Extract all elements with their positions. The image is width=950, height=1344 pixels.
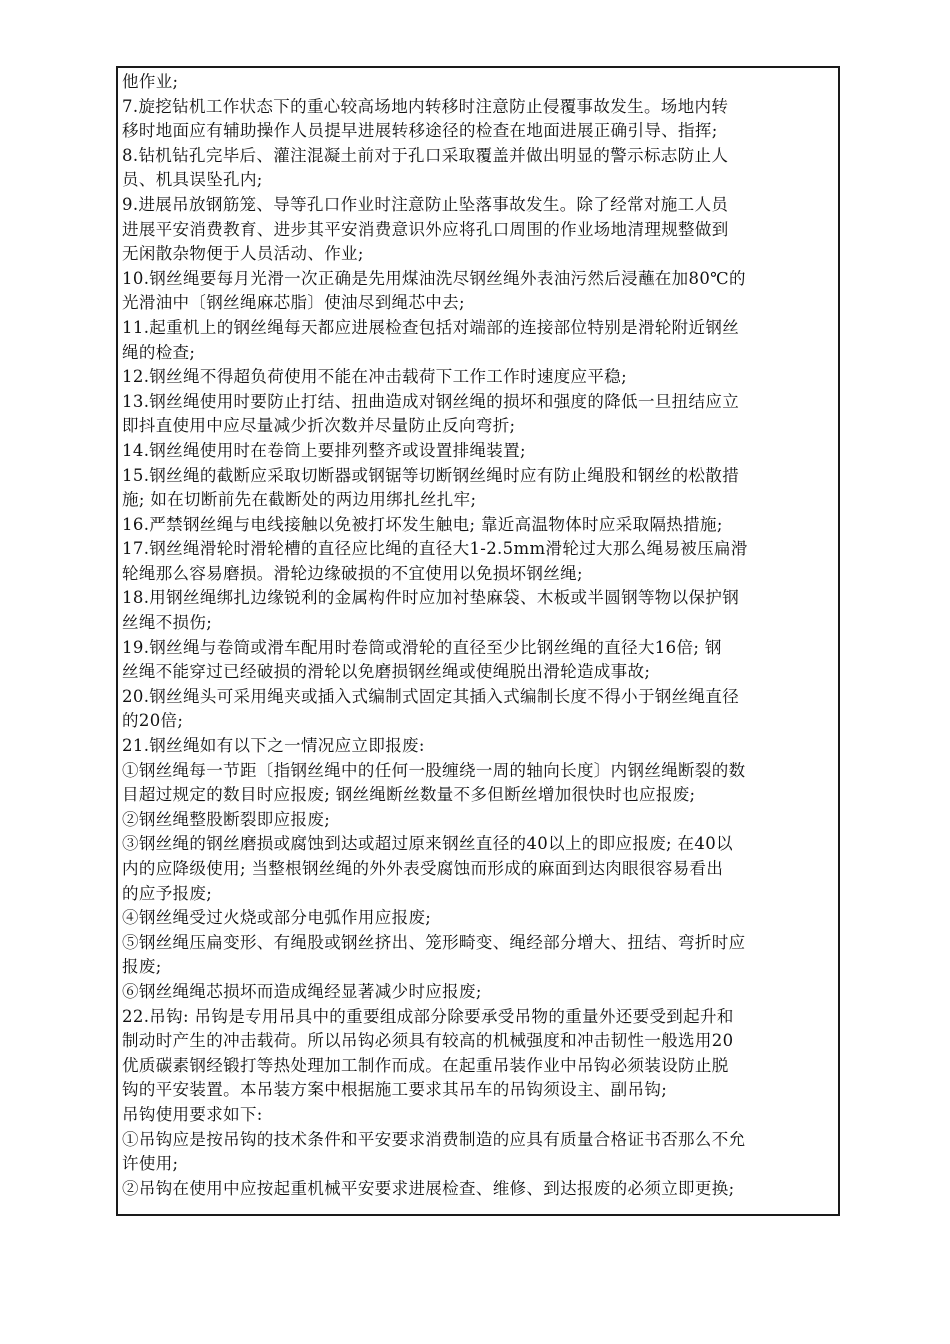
text-line: ①吊钩应是按吊钩的技术条件和平安要求消费制造的应具有质量合格证书否那么不允 bbox=[122, 1129, 746, 1149]
text-line: 18.用钢丝绳绑扎边缘锐利的金属构件时应加衬垫麻袋、木板或半圆钢等物以保护钢 bbox=[122, 588, 740, 608]
text-line: 目超过规定的数目时应报废; 钢丝绳断丝数量不多但断丝增加很快时也应报废; bbox=[122, 785, 696, 805]
text-line: ⑤钢丝绳压扁变形、有绳股或钢丝挤出、笼形畸变、绳经部分增大、扭结、弯折时应 bbox=[122, 932, 746, 952]
text-line: ①钢丝绳每一节距〔指钢丝绳中的任何一股缠绕一周的轴向长度〕内钢丝绳断裂的数 bbox=[122, 760, 746, 780]
text-line: ④钢丝绳受过火烧或部分电弧作用应报废; bbox=[122, 908, 432, 928]
text-line: 员、机具误坠孔内; bbox=[122, 170, 263, 190]
text-line: 15.钢丝绳的截断应采取切断器或钢锯等切断钢丝绳时应有防止绳股和钢丝的松散措 bbox=[122, 465, 740, 485]
text-line: 许使用; bbox=[122, 1154, 179, 1174]
text-line: 19.钢丝绳与卷筒或滑车配用时卷筒或滑轮的直径至少比钢丝绳的直径大16倍; 钢 bbox=[122, 637, 722, 657]
text-line: 16.严禁钢丝绳与电线接触以免被打坏发生触电; 靠近高温物体时应采取隔热措施; bbox=[122, 514, 723, 534]
text-line: 丝绳不损伤; bbox=[122, 613, 213, 633]
text-line: 12.钢丝绳不得超负荷使用不能在冲击载荷下工作工作时速度应平稳; bbox=[122, 367, 627, 387]
text-line: 11.起重机上的钢丝绳每天都应进展检查包括对端部的连接部位特别是滑轮附近钢丝 bbox=[122, 317, 740, 337]
text-line: 17.钢丝绳滑轮时滑轮槽的直径应比绳的直径大1-2.5mm滑轮过大那么绳易被压扁滑 bbox=[122, 539, 748, 559]
text-line: 20.钢丝绳头可采用绳夹或插入式编制式固定其插入式编制长度不得小于钢丝绳直径 bbox=[122, 686, 740, 706]
text-line: 即抖直使用中应尽量减少折次数并尽量防止反向弯折; bbox=[122, 416, 516, 436]
text-line: 7.旋挖钻机工作状态下的重心较高场地内转移时注意防止侵覆事故发生。场地内转 bbox=[122, 96, 729, 116]
text-line: 他作业; bbox=[122, 72, 179, 91]
text-line: 9.进展吊放钢筋笼、导等孔口作业时注意防止坠落事故发生。除了经常对施工人员 bbox=[122, 194, 729, 214]
text-line: 的20倍; bbox=[122, 711, 184, 731]
text-line: 内的应降级使用; 当整根钢丝绳的外外表受腐蚀而形成的麻面到达肉眼很容易看出 bbox=[122, 859, 724, 878]
text-line: 21.钢丝绳如有以下之一情况应立即报废: bbox=[122, 736, 425, 756]
document-body bbox=[122, 70, 836, 1201]
text-line: 优质碳素钢经锻打等热处理加工制作而成。在起重吊装作业中吊钩必须装设防止脱 bbox=[122, 1055, 729, 1075]
text-line: 轮绳那么容易磨损。滑轮边缘破损的不宜使用以免损坏钢丝绳; bbox=[122, 563, 583, 583]
text-line: 的应予报废; bbox=[122, 883, 213, 903]
text-line: ③钢丝绳的钢丝磨损或腐蚀到达或超过原来钢丝直径的40以上的即应报废; 在40以 bbox=[122, 834, 733, 854]
text-line: 10.钢丝绳要每月光滑一次正确是先用煤油洗尽钢丝绳外表油污然后浸蘸在加80℃的 bbox=[122, 268, 746, 288]
text-line: 施; 如在切断前先在截断处的两边用绑扎丝扎牢; bbox=[122, 490, 477, 510]
text-line: 移时地面应有辅助操作人员提早进展转移途径的检查在地面进展正确引导、指挥; bbox=[122, 121, 718, 141]
text-line: 光滑油中〔钢丝绳麻芯脂〕使油尽到绳芯中去; bbox=[122, 293, 465, 313]
text-line: ②钢丝绳整股断裂即应报废; bbox=[122, 809, 331, 829]
text-line: 报废; bbox=[122, 957, 162, 977]
text-line: 13.钢丝绳使用时要防止打结、扭曲造成对钢丝绳的损坏和强度的降低一旦扭结应立 bbox=[122, 391, 740, 411]
text-line: 吊钩使用要求如下: bbox=[122, 1104, 263, 1124]
text-line: 进展平安消费教育、进步其平安消费意识外应将孔口周围的作业场地清理规整做到 bbox=[122, 219, 729, 239]
text-line: 无闲散杂物便于人员活动、作业; bbox=[122, 244, 364, 264]
text-line: ②吊钩在使用中应按起重机械平安要求进展检查、维修、到达报废的必须立即更换; bbox=[122, 1178, 735, 1198]
text-line: 绳的检查; bbox=[122, 342, 196, 362]
text-line: 制动时产生的冲击载荷。所以吊钩必须具有较高的机械强度和冲击韧性一般选用20 bbox=[122, 1031, 734, 1051]
text-line: 8.钻机钻孔完毕后、灌注混凝土前对于孔口采取覆盖并做出明显的警示标志防止人 bbox=[122, 145, 729, 165]
text-line: 14.钢丝绳使用时在卷筒上要排列整齐或设置排绳装置; bbox=[122, 440, 526, 460]
text-line: 丝绳不能穿过已经破损的滑轮以免磨损钢丝绳或使绳脱出滑轮造成事故; bbox=[122, 662, 651, 682]
text-line: 钩的平安装置。本吊装方案中根据施工要求其吊车的吊钩须设主、副吊钩; bbox=[122, 1080, 668, 1100]
text-line: 22.吊钩: 吊钩是专用吊具中的重要组成部分除要承受吊物的重量外还要受到起升和 bbox=[122, 1006, 734, 1026]
text-line: ⑥钢丝绳绳芯损坏而造成绳经显著减少时应报废; bbox=[122, 981, 482, 1001]
